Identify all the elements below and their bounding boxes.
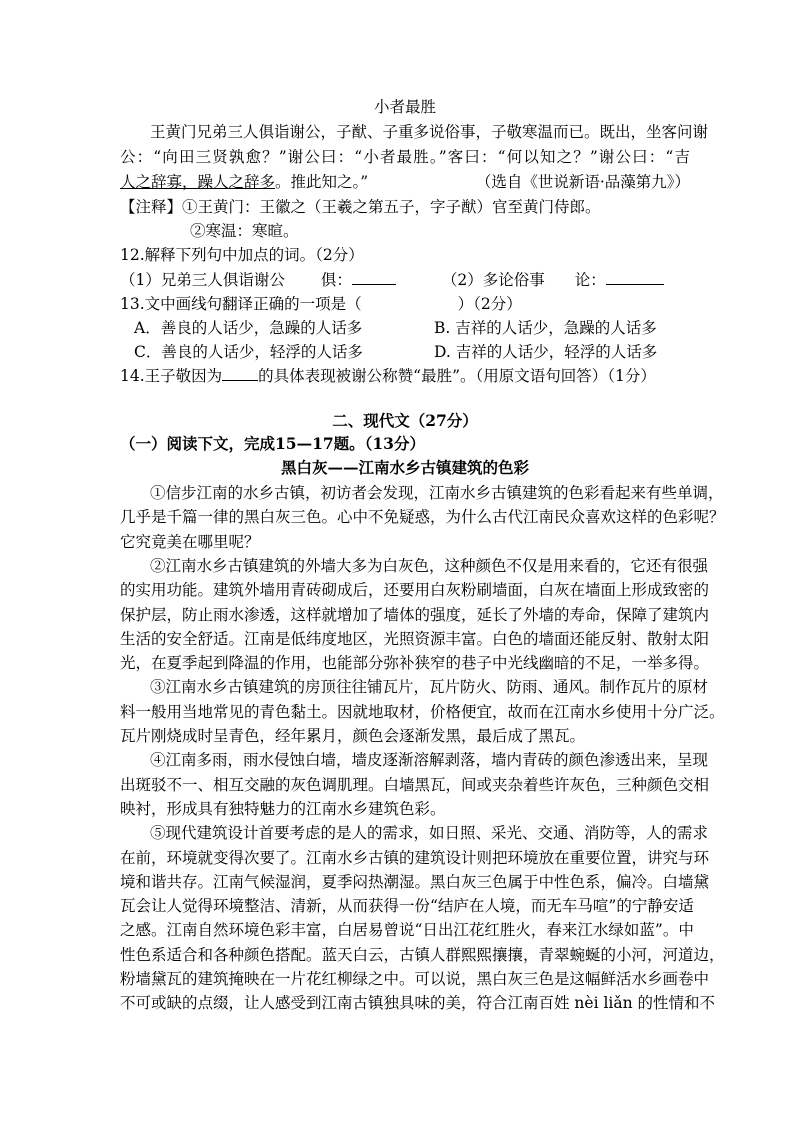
q14-part-1: 14.王子敬因为	[120, 367, 223, 385]
article-line: 映衬，形成具有独特魅力的江南水乡建筑色彩。	[120, 800, 446, 818]
underlined-sentence: 人之辞寡，躁人之辞多	[120, 173, 276, 191]
article-line: ②江南水乡古镇建筑的外墙大多为白灰色，这种颜色不仅是用来看的，它还有很强	[150, 557, 709, 575]
article-line: ③江南水乡古镇建筑的房顶往往铺瓦片，瓦片防火、防雨、通风。制作瓦片的原材	[150, 678, 709, 696]
note-1: 【注释】①王黄门：王徽之（王羲之第五子，字子猷）官至黄门侍郎。	[120, 198, 601, 216]
article-line: 之感。江南自然环境色彩丰富，白居易曾说“日出江花红胜火，春来江水绿如蓝”。中	[120, 921, 694, 939]
q13-option-a[interactable]: A．善良的人话少，急躁的人话多	[134, 319, 363, 337]
article-line: 的实用功能。建筑外墙用青砖砌成后，还要用白灰粉刷墙面，白灰在墙面上形成致密的	[120, 581, 710, 599]
classical-title: 小者最胜	[373, 98, 436, 116]
article-line: 光，在夏季起到降温的作用，也能部分弥补狭窄的巷子中光线幽暗的不足，一举多得。	[120, 654, 710, 672]
source-citation: （选自《世说新语·品藻第九》）	[475, 173, 690, 191]
q12-word-1: 俱：	[320, 271, 352, 289]
q13-row-2	[134, 340, 704, 364]
classical-line-3-rest: 。推此知之。”	[275, 173, 369, 191]
article-line: 瓦片刚烧成时呈青色，经年累月，颜色会逐渐发黑，最后成了黑瓦。	[120, 727, 586, 745]
classical-line-3	[120, 170, 690, 194]
question-13	[120, 292, 690, 316]
q12-blank-1[interactable]	[352, 268, 396, 285]
article-line: 几乎是千篇一律的黑白灰三色。心中不免疑惑，为什么古代江南民众喜欢这样的色彩呢？	[120, 508, 725, 526]
article-line: 境和谐共存。江南气候湿润，夏季闷热潮湿。黑白灰三色属于中性色系，偏冷。白墙黛	[120, 873, 710, 891]
article-line: 不可或缺的点缀，让人感受到江南古镇独具味的美，符合江南百姓 nèi liǎn 的性情和不	[120, 994, 716, 1012]
q14-part-2: 的具体表现被谢公称赞“最胜”。（用原文语句回答）（1分）	[258, 367, 656, 385]
article-line: 在前，环境就变得次要了。江南水乡古镇的建筑设计则把环境放在重要位置，讲究与环	[120, 849, 710, 867]
q12-blank-2[interactable]	[606, 268, 664, 285]
article-line: 料一般用当地常见的青色黏土。因就地取材，价格便宜，故而在江南水乡使用十分广泛。	[120, 703, 725, 721]
section-heading: 二、现代文（27分）	[332, 411, 478, 430]
article-line: 保护层，防止雨水渗透，这样就增加了墙体的强度，延长了外墙的寿命，保障了建筑内	[120, 606, 710, 624]
question-12: 12.解释下列句中加点的词。（2分）	[120, 246, 364, 264]
q14-blank[interactable]	[222, 364, 258, 381]
article-line: 生活的安全舒适。江南是低纬度地区，光照资源丰富。白色的墙面还能反射、散射太阳	[120, 630, 710, 648]
article-line: 性色系适合和各种颜色搭配。蓝天白云，古镇人群熙熙攘攘，青翠蜿蜒的小河，河道边，	[120, 946, 725, 964]
q13-stem: 13.文中画线句翻译正确的一项是（	[120, 295, 362, 313]
article-line: 出斑驳不一、相互交融的灰色调肌理。白墙黑瓦，间或夹杂着些许灰色，三种颜色交相	[120, 776, 710, 794]
q13-option-d[interactable]: D. 吉祥的人话少，轻浮的人话多	[434, 343, 658, 361]
classical-line-1: 王黄门兄弟三人俱诣谢公，子猷、子重多说俗事，子敬寒温而已。既出，坐客问谢	[150, 123, 709, 141]
q12-item-1: （1）兄弟三人俱诣谢公	[120, 271, 285, 289]
q13-end: ）（2分）	[457, 295, 522, 313]
classical-line-2: 公：“向田三贤孰愈？”谢公曰：“小者最胜。”客曰：“何以知之？”谢公曰：“吉	[120, 148, 690, 166]
article-line: 它究竟美在哪里呢？	[120, 533, 260, 551]
q13-row-1	[134, 316, 704, 340]
q12-word-2: 论：	[574, 271, 606, 289]
article-title: 黑白灰——江南水乡古镇建筑的色彩	[280, 458, 529, 477]
article-line: ①信步江南的水乡古镇，初访者会发现，江南水乡古镇建筑的色彩看起来有些单调，	[150, 484, 724, 502]
article-line: 瓦会让人觉得环境整洁、清新，从而获得一份“结庐在人境，而无车马喧”的宁静安适	[120, 897, 694, 915]
sub-heading: （一）阅读下文，完成15—17题。（13分）	[120, 434, 425, 453]
q13-option-c[interactable]: C．善良的人话少，轻浮的人话多	[134, 343, 363, 361]
article-line: ④江南多雨，雨水侵蚀白墙，墙皮逐渐溶解剥落，墙内青砖的颜色渗透出来，呈现	[150, 751, 709, 769]
note-2: ②寒温：寒暄。	[190, 222, 299, 240]
question-14	[120, 364, 690, 388]
article-line: 粉墙黛瓦的建筑掩映在一片花红柳绿之中。可以说，黑白灰三色是这幅鲜活水乡画卷中	[120, 970, 710, 988]
q12-item-2: （2）多论俗事	[441, 271, 545, 289]
q13-option-b[interactable]: B. 吉祥的人话少，急躁的人话多	[434, 319, 657, 337]
question-12-items	[120, 268, 690, 292]
article-line: ⑤现代建筑设计首要考虑的是人的需求，如日照、采光、交通、消防等，人的需求	[150, 824, 709, 842]
